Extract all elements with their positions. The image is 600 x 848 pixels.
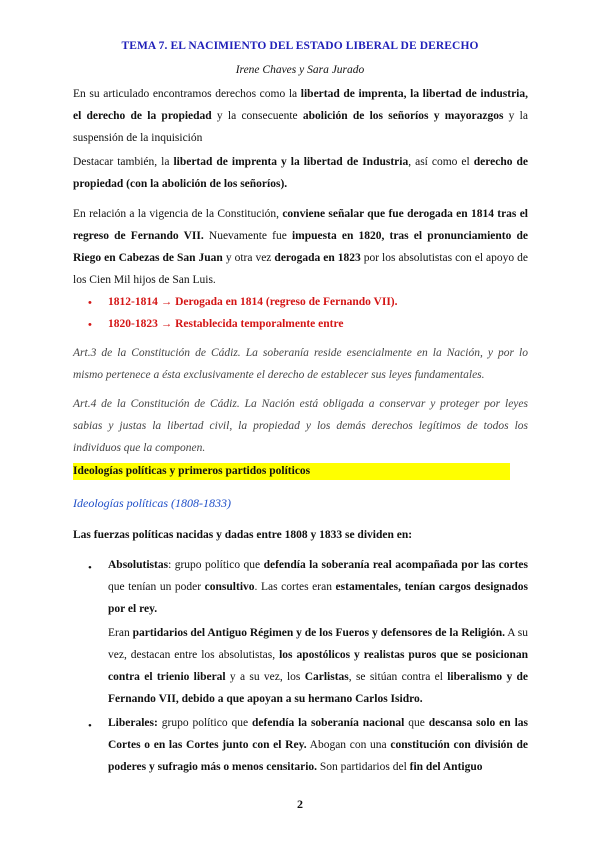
paragraph-vigencia: En relación a la vigencia de la Constitución, conviene señalar que fue derogada en 1814 tras el regreso de Fernando VII. Nuevamente fue impuesta en 1820, tras el pronunciamiento de Riego en Cabezas de San Juan y otra vez derogada en 1823 por los absolutistas con el apoyo de los Cien Mil hijos de San Luis. <box>73 208 528 286</box>
page-title: TEMA 7. EL NACIMIENTO DEL ESTADO LIBERAL DE DERECHO <box>121 40 479 52</box>
list-item: 1820-1823 → Restablecida temporalmente entre <box>108 318 344 330</box>
page-number: 2 <box>297 797 303 811</box>
section-heading: Ideologías políticas y primeros partidos políticos <box>73 465 311 477</box>
list-item: 1812-1814 → Derogada en 1814 (regreso de Fernando VII). <box>108 296 398 308</box>
list-item-absolutistas: Absolutistas: grupo político que defendía la soberanía real acompañada por las cortes que tenían un poder consultivo. Las cortes eran estamentales, tenían cargos designados por el rey. <box>108 559 528 615</box>
subsection-heading: Ideologías políticas (1808-1833) <box>73 496 231 510</box>
bullet-icon: • <box>88 720 92 732</box>
bullet-icon: • <box>88 297 92 309</box>
paragraph-articulado: En su articulado encontramos derechos como la libertad de imprenta, la libertad de industria, el derecho de la propiedad y la consecuente abolición de los señoríos y mayorazgos y la suspensión de la inquisición <box>73 88 528 144</box>
bullet-icon: • <box>88 319 92 331</box>
bullet-icon: • <box>88 562 92 574</box>
quote-art4: Art.4 de la Constitución de Cádiz. La Nación está obligada a conservar y proteger por leyes sabias y justas la libertad civil, la propiedad y los demás derechos legítimos de todos los individuos que la componen. <box>73 398 528 454</box>
intro-text: Las fuerzas políticas nacidas y dadas entre 1808 y 1833 se dividen en: <box>73 529 413 541</box>
list-item-liberales: Liberales: grupo político que defendía la soberanía nacional que descansa solo en las Cortes o en las Cortes junto con el Rey. Abogan con una constitución con división de poderes y sufragio más o menos censitario. Son partidarios del fin del Antiguo <box>108 717 529 773</box>
quote-art3: Art.3 de la Constitución de Cádiz. La soberanía reside esencialmente en la Nación, y por lo mismo pertenece a ésta exclusivamente el derecho de establecer sus leyes fundamentales. <box>73 347 528 381</box>
paragraph-absolutistas-detail: Eran partidarios del Antiguo Régimen y de los Fueros y defensores de la Religión. A su vez, destacan entre los absolutistas, los apostólicos y realistas puros que se posicionan contra el trienio liberal y a su vez, los Carlistas, se sitúan contra el liberalismo y de Fernando VII, debido a que apoyan a su hermano Carlos Isidro. <box>108 627 528 705</box>
paragraph-destacar: Destacar también, la libertad de imprenta y la libertad de Industria, así como el derecho de propiedad (con la abolición de los señoríos). <box>73 156 528 190</box>
authors: Irene Chaves y Sara Jurado <box>235 64 365 76</box>
